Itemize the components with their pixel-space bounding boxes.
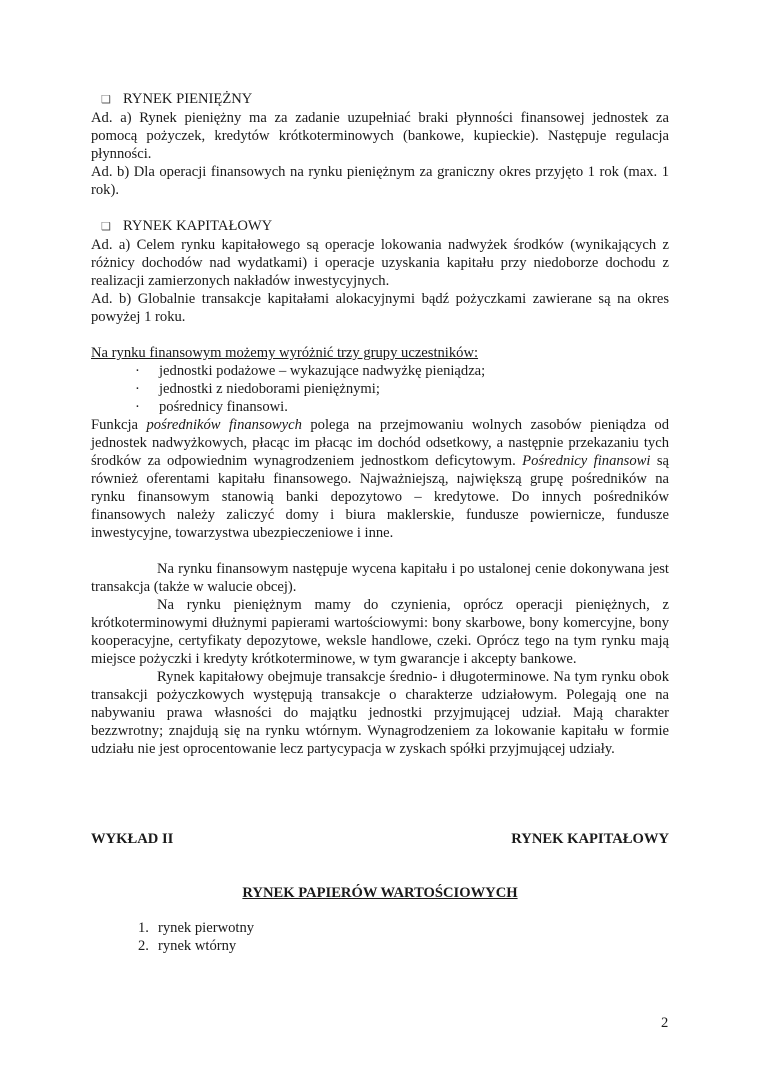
section-heading-money-market: ❑ RYNEK PIENIĘŻNY — [101, 91, 253, 107]
document-page — [91, 90, 669, 758]
lecture-header — [91, 830, 669, 848]
lecture-number: WYKŁAD II — [91, 831, 174, 847]
capital-market-ad-a: Ad. a) Celem rynku kapitałowego są operacje lokowania nadwyżek środków (wynikających z różnicy dochodów nad wydatkami) i operacje uzyskania kapitału przy niedoborze dochodu z realizacji zamierzonych nakładów inwestycyjnych. — [91, 237, 669, 289]
list-item: · pośrednicy finansowi. — [135, 399, 288, 415]
paragraph-capital-market: Rynek kapitałowy obejmuje transakcje średnio- i długoterminowe. Na tym rynku obok transakcji pożyczkowych występują transakcje o charakterze udziałowym. Polegają one na nabywaniu prawa własności do majątku jednostki przyjmującej udział. Mają charakter bezzwrotny; znajdują się na rynku wtórnym. Wynagrodzeniem za lokowanie kapitału w formie udziału nie jest oprocentowanie lecz partycypacja w zyskach spółki przyjmującej udziały. — [91, 669, 669, 757]
list-item: 1. rynek pierwotny — [138, 920, 255, 936]
participants-intro: Na rynku finansowym możemy wyróżnić trzy grupy uczestników: — [91, 345, 479, 361]
paragraph-valuation: Na rynku finansowym następuje wycena kapitału i po ustalonej cenie dokonywana jest transakcja (także w walucie obcej). — [91, 561, 669, 595]
bullet-marker-icon: ❑ — [101, 221, 111, 233]
intermediaries-paragraph: Funkcja pośredników finansowych polega na przejmowaniu wolnych zasobów pieniądza od jednostek nadwyżkowych, płacąc im płacąc im dochód odsetkowy, a następnie przekazaniu tych środków za odpowiednim wynagrodzeniem jednostkom deficytowym. Pośrednicy finansowi są również oferentami kapitału finansowego. Najważniejszą, największą grupę pośredników na rynku finansowym stanowią banki depozytowo – kredytowe. Do innych pośredników finansowych należy zaliczyć domy i biura maklerskie, fundusze powiernicze, fundusze inwestycyjne, towarzystwa ubezpieczeniowe i inne. — [91, 417, 669, 541]
lecture-topic: RYNEK KAPITAŁOWY — [511, 831, 669, 847]
money-market-ad-a: Ad. a) Rynek pieniężny ma za zadanie uzupełniać braki płynności finansowej jednostek za pomocą pożyczek, kredytów krótkoterminowych (bankowe, kupieckie). Następuje regulacja płynności. — [91, 110, 669, 162]
capital-market-ad-b: Ad. b) Globalnie transakcje kapitałami alokacyjnymi bądź pożyczkami zawierane są na okres powyżej 1 roku. — [91, 291, 669, 325]
section-heading-capital-market: ❑ RYNEK KAPITAŁOWY — [101, 218, 273, 234]
list-item: 2. rynek wtórny — [138, 938, 237, 954]
markets-list — [138, 919, 254, 955]
list-item: · jednostki z niedoborami pieniężnymi; — [135, 381, 380, 397]
page-number: 2 — [661, 1015, 669, 1031]
securities-market-title: RYNEK PAPIERÓW WARTOŚCIOWYCH — [242, 885, 518, 901]
bullet-marker-icon: ❑ — [101, 94, 111, 106]
paragraph-money-market: Na rynku pieniężnym mamy do czynienia, oprócz operacji pieniężnych, z krótkoterminowymi dłużnymi papierami wartościowymi: bony skarbowe, bony komercyjne, bony kooperacyjne, certyfikaty depozytowe, weksle handlowe, czeki. Oprócz tego na tym rynku mają miejsce pożyczki i kredyty krótkoterminowe, w tym gwarancje i akcepty bankowe. — [91, 597, 669, 667]
list-item: · jednostki podażowe – wykazujące nadwyżkę pieniądza; — [135, 363, 486, 379]
money-market-ad-b: Ad. b) Dla operacji finansowych na rynku pieniężnym za graniczny okres przyjęto 1 rok (max. 1 rok). — [91, 164, 669, 198]
